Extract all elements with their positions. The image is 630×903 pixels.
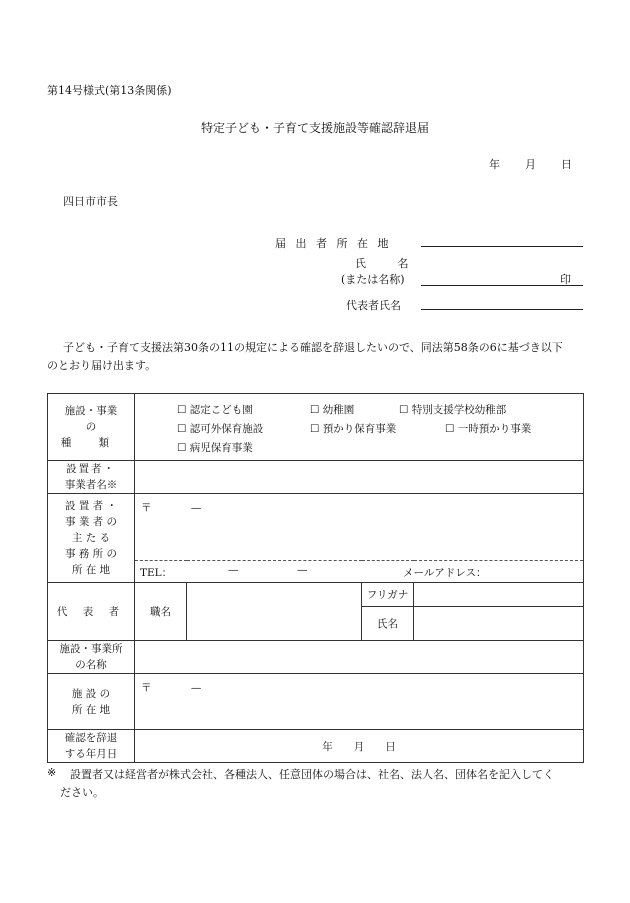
facility-address-label: 施 設 の 所 在 地 <box>48 674 135 730</box>
facility-address-field[interactable] <box>135 674 584 730</box>
furigana-field[interactable] <box>414 583 584 607</box>
body-text-line2: のとおり届け出ます。 <box>47 359 157 372</box>
office-address-field[interactable] <box>135 494 584 561</box>
checkbox-icon[interactable]: ☐ <box>399 404 409 416</box>
applicant-address-label: 届 出 者 所 在 地 <box>275 237 392 250</box>
checkbox-icon[interactable]: ☐ <box>445 423 455 435</box>
application-table <box>47 393 584 763</box>
facility-address-row <box>48 674 584 730</box>
representative-row <box>48 583 584 607</box>
facility-options <box>135 394 584 461</box>
body-text-line1: 子ども・子育て支援法第30条の11の規定による確認を辞退したいので、同法第58条の6に基づき以下 <box>63 341 563 354</box>
footnote-line2: ださい。 <box>60 786 104 799</box>
rep-name-label: 氏名 <box>362 607 414 641</box>
position-field[interactable] <box>187 583 362 641</box>
facility-type-row <box>48 394 584 461</box>
seal-mark: 印 <box>560 273 571 286</box>
rep-name-field[interactable] <box>414 607 584 641</box>
representative-table-label: 代 表 者 <box>48 583 135 641</box>
applicant-address-field[interactable] <box>421 246 583 247</box>
checkbox-icon[interactable]: ☐ <box>310 404 320 416</box>
furigana-label: フリガナ <box>362 583 414 607</box>
tel-dash-1: — <box>228 564 239 576</box>
facility-postal-dash: — <box>190 682 202 694</box>
email-label: メールアドレス： <box>403 567 487 579</box>
office-address-row <box>48 494 584 561</box>
checkbox-icon[interactable]: ☐ <box>310 423 320 435</box>
page-title: 特定子ども・子育て支援施設等確認辞退届 <box>200 121 429 135</box>
facility-postal-mark: 〒 <box>141 682 152 694</box>
tel-dash-2: — <box>297 564 308 576</box>
facility-type-label: 施設・事業 の 種 類 <box>48 394 135 461</box>
date-day-label: 日 <box>561 158 572 171</box>
addressee: 四日市市長 <box>63 195 118 208</box>
postal-mark: 〒 <box>141 502 152 514</box>
option-youchien[interactable]: ☐ 幼稚園 <box>310 404 355 416</box>
operator-name-field[interactable] <box>135 461 584 494</box>
footnote-line1: 設置者又は経営者が株式会社、各種法人、任意団体の場合は、社名、法人名、団体名を記入してく <box>70 768 554 781</box>
date-year-label: 年 <box>489 158 500 171</box>
option-tokubetsu-shien[interactable]: ☐ 特別支援学校幼稚部 <box>399 404 507 416</box>
facility-name-field[interactable] <box>135 641 584 674</box>
form-number: 第14号様式(第13条関係) <box>47 84 172 97</box>
operator-name-row <box>48 461 584 494</box>
withdraw-date-value: 年 月 日 <box>322 740 396 753</box>
option-ichiji-azukari[interactable]: ☐ 一時預かり事業 <box>445 423 532 435</box>
withdraw-date-label: 確認を辞退 する年月日 <box>48 730 135 763</box>
option-byouji-hoiku[interactable]: ☐ 病児保育事業 <box>177 442 253 454</box>
withdraw-date-row <box>48 730 584 763</box>
facility-name-row <box>48 641 584 674</box>
applicant-name-sublabel: (または名称) <box>341 273 405 286</box>
applicant-name-label: 氏 名 <box>355 257 423 270</box>
footnote-mark: ※ <box>47 766 57 779</box>
date-month-label: 月 <box>525 158 536 171</box>
representative-label: 代表者氏名 <box>346 299 401 312</box>
tel-label: TEL： <box>140 567 173 579</box>
position-label: 職名 <box>135 583 187 641</box>
operator-name-label: 設置者・ 事業者名※ <box>48 461 135 494</box>
checkbox-icon[interactable]: ☐ <box>177 423 187 435</box>
option-ninkagai[interactable]: ☐ 認可外保育施設 <box>177 423 264 435</box>
facility-name-label: 施設・事業所 の名称 <box>48 641 135 674</box>
postal-dash: — <box>190 502 202 514</box>
office-address-label: 設 置 者 ・ 事 業 者 の 主 た る 事 務 所 の 所 在 地 <box>48 494 135 583</box>
option-azukari-hoiku[interactable]: ☐ 預かり保育事業 <box>310 423 397 435</box>
representative-field[interactable] <box>421 309 583 310</box>
option-nintei-kodomoen[interactable]: ☐ 認定こども園 <box>177 404 253 416</box>
applicant-name-field[interactable] <box>421 285 583 286</box>
checkbox-icon[interactable]: ☐ <box>177 404 187 416</box>
checkbox-icon[interactable]: ☐ <box>177 442 187 454</box>
withdraw-date-field[interactable] <box>135 730 584 763</box>
office-contact-field[interactable] <box>135 561 584 583</box>
